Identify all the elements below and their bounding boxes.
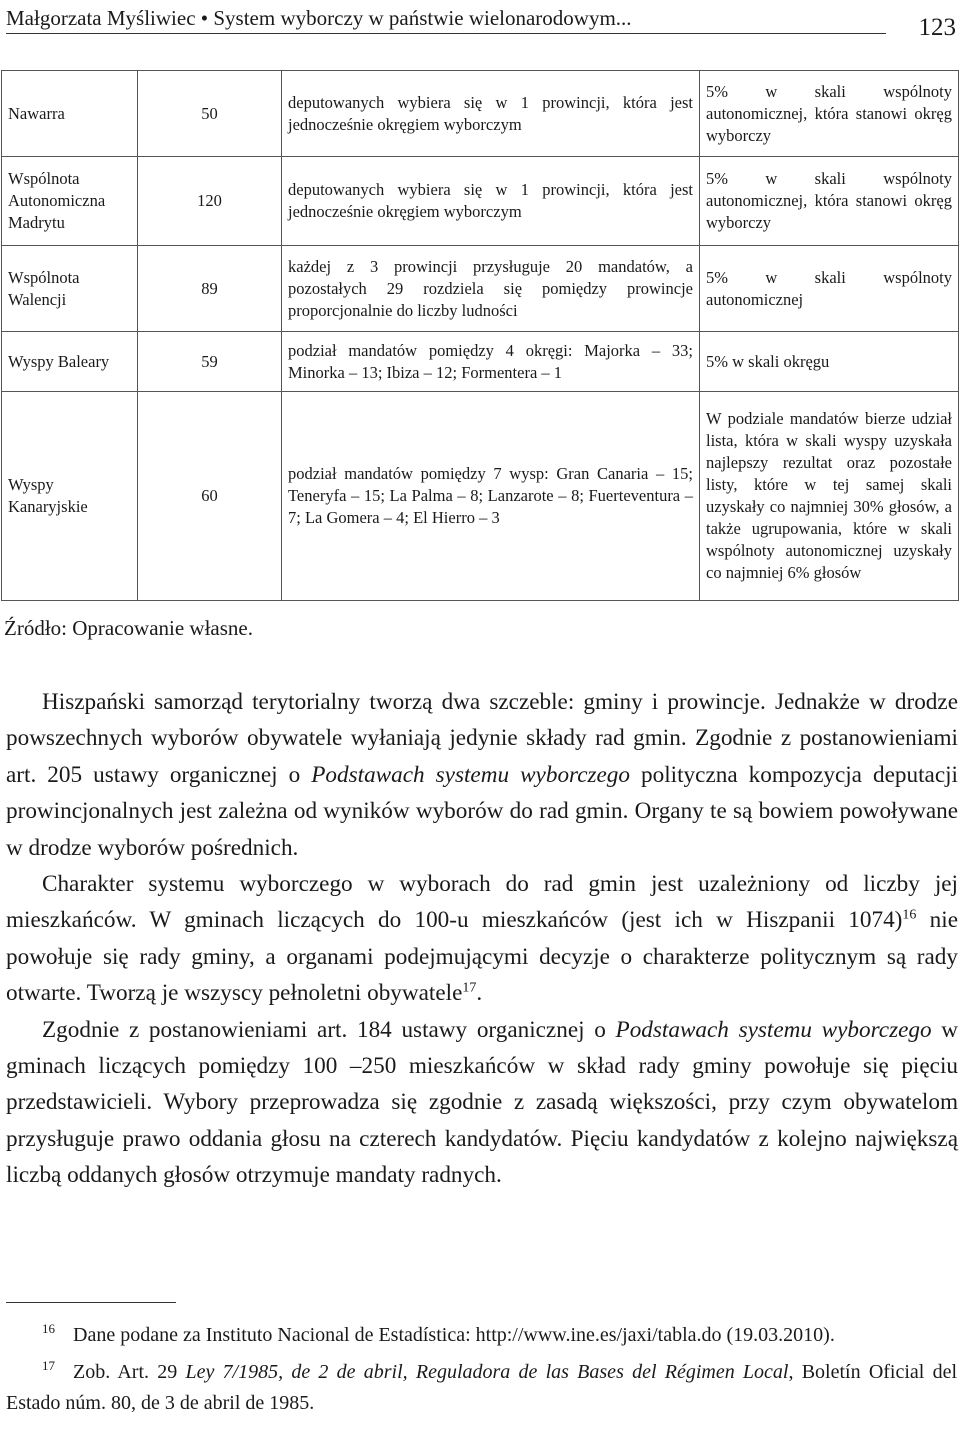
region-name: Wyspy Kanaryjskie bbox=[2, 392, 138, 601]
footnote-reference[interactable]: 16 bbox=[902, 907, 917, 923]
paragraph: Hiszpański samorząd terytorialny tworzą dwa szczeble: gminy i prowincje. Jednakże w drodze powszechnych wyborów obywatele wyłaniają jedynie składy rad gmin. Zgodnie z postanowieniami art. 205 ustawy organicznej o Podstawach systemu wyborczego polityczna kompozycja deputacji prowincjonalnych jest zależna od wyników wyborów do rad gmin. Organy te są bowiem powoływane w drodze wyborów pośrednich. bbox=[6, 689, 958, 861]
table-source-note: Źródło: Opracowanie własne. bbox=[4, 616, 253, 640]
seat-count: 60 bbox=[138, 392, 282, 601]
electoral-threshold: 5% w skali wspólnoty autonomicznej bbox=[700, 246, 959, 332]
table-row bbox=[2, 332, 959, 392]
region-name: Wspólnota Walencji bbox=[2, 246, 138, 332]
electoral-threshold: 5% w skali wspólnoty autonomicznej, która stanowi okręg wyborczy bbox=[700, 157, 959, 246]
seat-count: 59 bbox=[138, 332, 282, 392]
seat-distribution: deputowanych wybiera się w 1 prowincji, która jest jednocześnie okręgiem wyborczym bbox=[282, 157, 700, 246]
region-name: Wyspy Baleary bbox=[2, 332, 138, 392]
electoral-threshold: W podziale mandatów bierze udział lista, która w skali wyspy uzyskała najlepszy rezultat oraz pozostałe listy, które w tej samej skali uzyskały co najmniej 30% głosów, a także ugrupowania, które w skali wspólnoty autonomicznej uzyskały co najmniej 6% głosów bbox=[700, 392, 959, 601]
footnote-text: Dane podane za Instituto Nacional de Estadística: http://www.ine.es/jaxi/tabla.do (19.03.2010). bbox=[73, 1324, 835, 1346]
footnote-number: 17 bbox=[42, 1358, 55, 1374]
electoral-threshold: 5% w skali okręgu bbox=[700, 332, 959, 392]
footnote-number: 16 bbox=[42, 1321, 55, 1337]
main-text bbox=[6, 684, 958, 1194]
electoral-systems-table bbox=[1, 70, 959, 601]
seat-distribution: deputowanych wybiera się w 1 prowincji, która jest jednocześnie okręgiem wyborczym bbox=[282, 71, 700, 157]
seat-distribution: podział mandatów pomiędzy 7 wysp: Gran Canaria – 15; Teneryfa – 15; La Palma – 8; Lanzarote – 8; Fuerteventura – 7; La Gomera – 4; El Hierro – 3 bbox=[282, 392, 700, 601]
region-name: Wspólnota Autonomiczna Madrytu bbox=[2, 157, 138, 246]
table-row bbox=[2, 71, 959, 157]
electoral-threshold: 5% w skali wspólnoty autonomicznej, która stanowi okręg wyborczy bbox=[700, 71, 959, 157]
running-header bbox=[6, 0, 956, 42]
footnote-separator bbox=[6, 1302, 176, 1303]
seat-distribution: podział mandatów pomiędzy 4 okręgi: Majorka – 33; Minorka – 13; Ibiza – 12; Formentera – 1 bbox=[282, 332, 700, 392]
table-row bbox=[2, 246, 959, 332]
running-title: Małgorzata Myśliwiec • System wyborczy w państwie wielonarodowym... bbox=[6, 6, 632, 30]
paragraph: Zgodnie z postanowieniami art. 184 ustawy organicznej o Podstawach systemu wyborczego w gminach liczących pomiędzy 100 –250 mieszkańców w skład rady gminy powołuje się pięciu przedstawicieli. Wybory przeprowadza się zgodnie z zasadą większości, przy czym obywatelom przysługuje prawo oddania głosu na czterech kandydatów. Pięciu kandydatów z kolejno największą liczbą oddanych głosów otrzymuje mandaty radnych. bbox=[6, 1016, 959, 1189]
paragraph: Charakter systemu wyborczego w wyborach do rad gmin jest uzależniony od liczby jej mieszkańców. W gminach liczących do 100-u mieszkańców (jest ich w Hiszpanii 1074)$^{16}$ nie powołuje się rady gminy, a organami podejmującymi decyzje o charakterze politycznym są rady otwarte. Tworzą je wszyscy pełnoletni obywatele$^{17}$. bbox=[6, 871, 959, 1007]
table-row bbox=[2, 392, 959, 601]
region-name: Nawarra bbox=[2, 71, 138, 157]
seat-count: 120 bbox=[138, 157, 282, 246]
page-number: 123 bbox=[918, 14, 956, 41]
seat-distribution: każdej z 3 prowincji przysługuje 20 mandatów, a pozostałych 29 rozdziela się pomiędzy prowincje proporcjonalnie do liczby ludności bbox=[282, 246, 700, 332]
seat-count: 50 bbox=[138, 71, 282, 157]
footnote bbox=[6, 1320, 957, 1351]
table-row bbox=[2, 157, 959, 246]
footnotes bbox=[6, 1320, 957, 1419]
footnote-reference[interactable]: 17 bbox=[462, 980, 477, 996]
footnote: $^{17}$ Zob. Art. 29 Ley 7/1985, de 2 de abril, Reguladora de las Bases del Régimen Local, Boletín Oficial del Estado núm. 80, de 3 de abril de 1985. bbox=[6, 1358, 957, 1414]
header-rule bbox=[6, 33, 886, 34]
seat-count: 89 bbox=[138, 246, 282, 332]
